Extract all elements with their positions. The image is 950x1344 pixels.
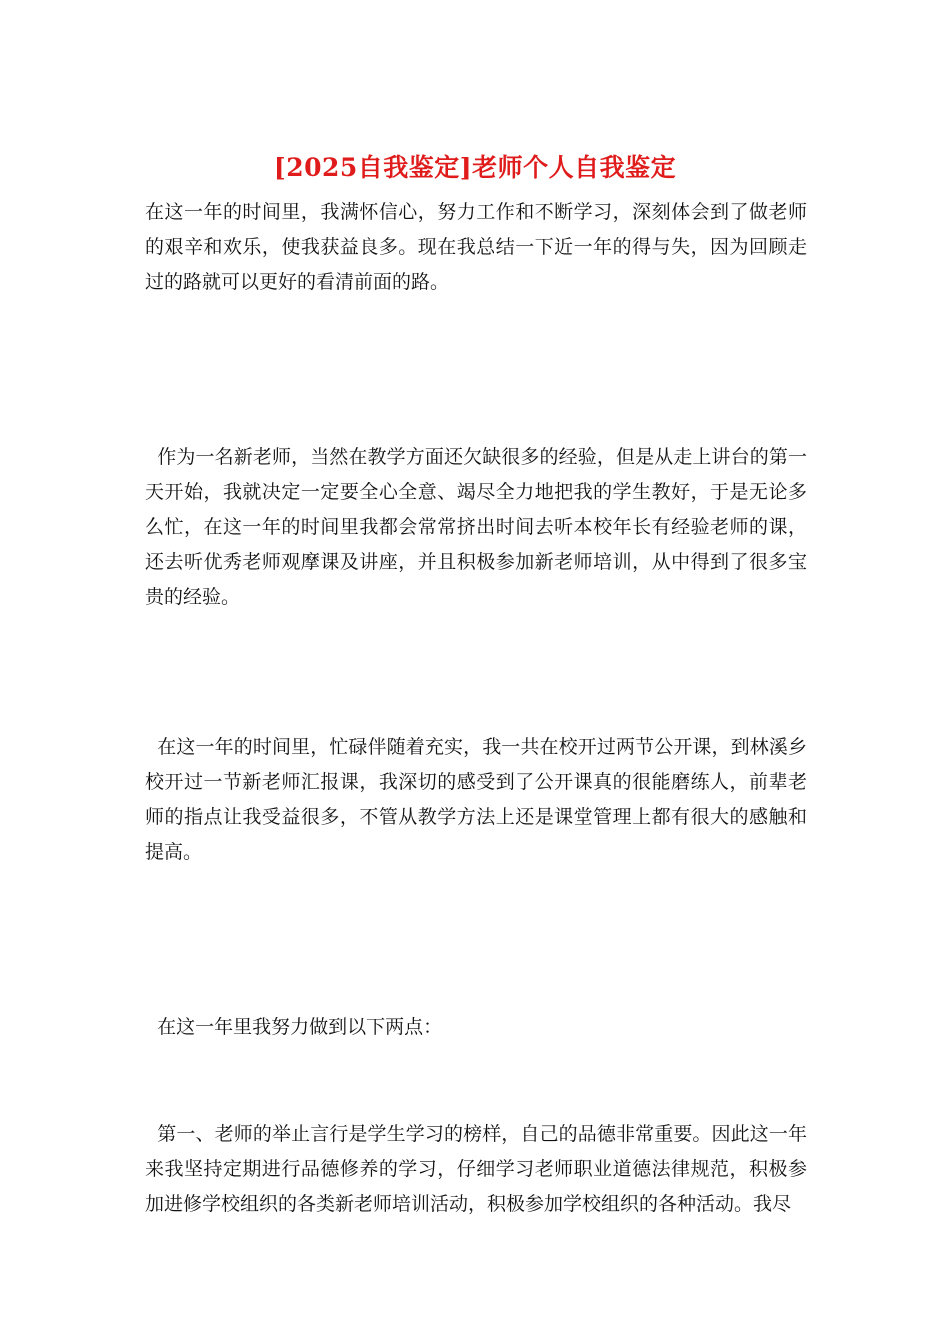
document-title: [2025自我鉴定]老师个人自我鉴定 — [273, 153, 677, 182]
paragraph-intro: 在这一年的时间里，我满怀信心，努力工作和不断学习，深刻体会到了做老师的艰辛和欢乐，使我获益良多。现在我总结一下近一年的得与失，因为回顾走过的路就可以更好的看清前面的路。 — [145, 201, 807, 293]
paragraph-open-classes: 在这一年的时间里，忙碌伴随着充实，我一共在校开过两节公开课，到林溪乡校开过一节新老师汇报课，我深切的感受到了公开课真的很能磨练人，前辈老师的指点让我受益很多，不管从教学方法上还是课堂管理上都有很大的感触和提高。 — [145, 736, 807, 863]
paragraph-new-teacher: 作为一名新老师，当然在教学方面还欠缺很多的经验，但是从走上讲台的第一天开始，我就决定一定要全心全意、竭尽全力地把我的学生教好，于是无论多么忙，在这一年的时间里我都会常常挤出时间去听本校年长有经验老师的课，还去听优秀老师观摩课及讲座，并且积极参加新老师培训，从中得到了很多宝贵的经验。 — [145, 446, 807, 608]
paragraph-two-points: 在这一年里我努力做到以下两点： — [145, 1016, 443, 1038]
paragraph-point-one: 第一、老师的举止言行是学生学习的榜样，自己的品德非常重要。因此这一年来我坚持定期进行品德修养的学习，仔细学习老师职业道德法律规范，积极参加进修学校组织的各类新老师培训活动，积极参加学校组织的各种活动。我尽 — [145, 1123, 807, 1215]
